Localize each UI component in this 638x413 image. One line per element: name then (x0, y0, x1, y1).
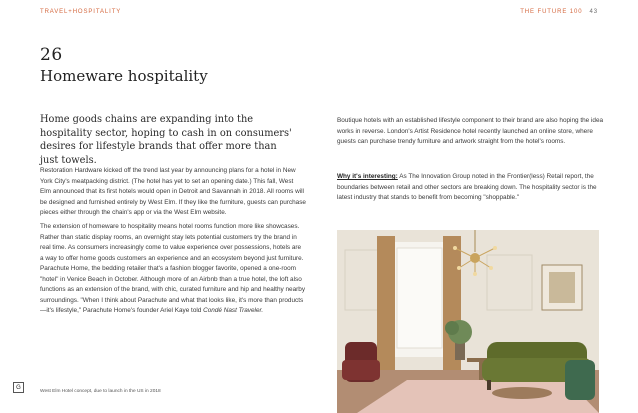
logo-badge: G (13, 382, 24, 393)
page-title: Homeware hospitality (40, 67, 208, 85)
page-number: 43 (589, 9, 598, 15)
source-citation: Condé Nast Traveler. (203, 307, 264, 314)
hotel-room-photo (337, 230, 599, 413)
right-paragraph-1: Boutique hotels with an established lifestyle component to their brand are also hoping the idea works in reverse. London's Artist Residence hotel recently launched an online store, where guests can purchase trendy furniture and artwork straight from the hotel's rooms. (337, 117, 604, 145)
trend-number: 26 (40, 45, 63, 65)
photo-caption: West Elm Hotel concept, due to launch in the US in 2018 (40, 389, 161, 394)
body-paragraph-2-text: The extension of homeware to hospitality means hotel rooms function more like showcases. Rather than static display rooms, an overnight stay lets potential customers try the brand in real time. As consumers increasingly come to value experience over possessions, hotels are a way to offer home goods customers an experience and an ecosystem beyond just furniture. Parachute Home, the bedding retailer that's a fashion blogger favorite, opened a one-room "hotel" in Venice Beach in October. Although more of an Airbnb than a true hotel, the loft also functions as an extension of the brand, with chic, curated furniture and hip and healthy nearby surroundings. "When I think about Parachute and what that looks like, it's more than products—it's lifestyle," Parachute Home's founder Ariel Kaye told (40, 223, 306, 314)
why-interesting-label: Why it's interesting: (337, 173, 398, 180)
body-paragraph-1: Restoration Hardware kicked off the trend last year by announcing plans for a hotel in New York City's meatpacking district. (The hotel has yet to set an opening date.) This fall, West Elm announced that its first hotels would open in Detroit and Savannah in 2018. All rooms will be designed and furnished entirely by West Elm. If they like the furniture, guests can purchase pieces either through the chain's app or via the West Elm website. (40, 167, 306, 216)
section-label: TRAVEL+HOSPITALITY (40, 9, 122, 15)
right-paragraph-2 (337, 172, 607, 204)
body-paragraph-2 (40, 222, 306, 317)
report-header (520, 9, 598, 15)
why-interesting-text: As The Innovation Group noted in the Frontier(less) Retail report, the boundaries between retail and other sectors are breaking down. The hospitality sector is the latest industry that stands to benefit from becoming "shoppable." (337, 173, 597, 201)
hotel-room-illustration (337, 230, 599, 413)
report-name: THE FUTURE 100 (520, 9, 583, 15)
lede-paragraph: Home goods chains are expanding into the hospitality sector, hoping to cash in on consumers' desires for lifestyle brands that offer more than just towels. (40, 114, 292, 166)
